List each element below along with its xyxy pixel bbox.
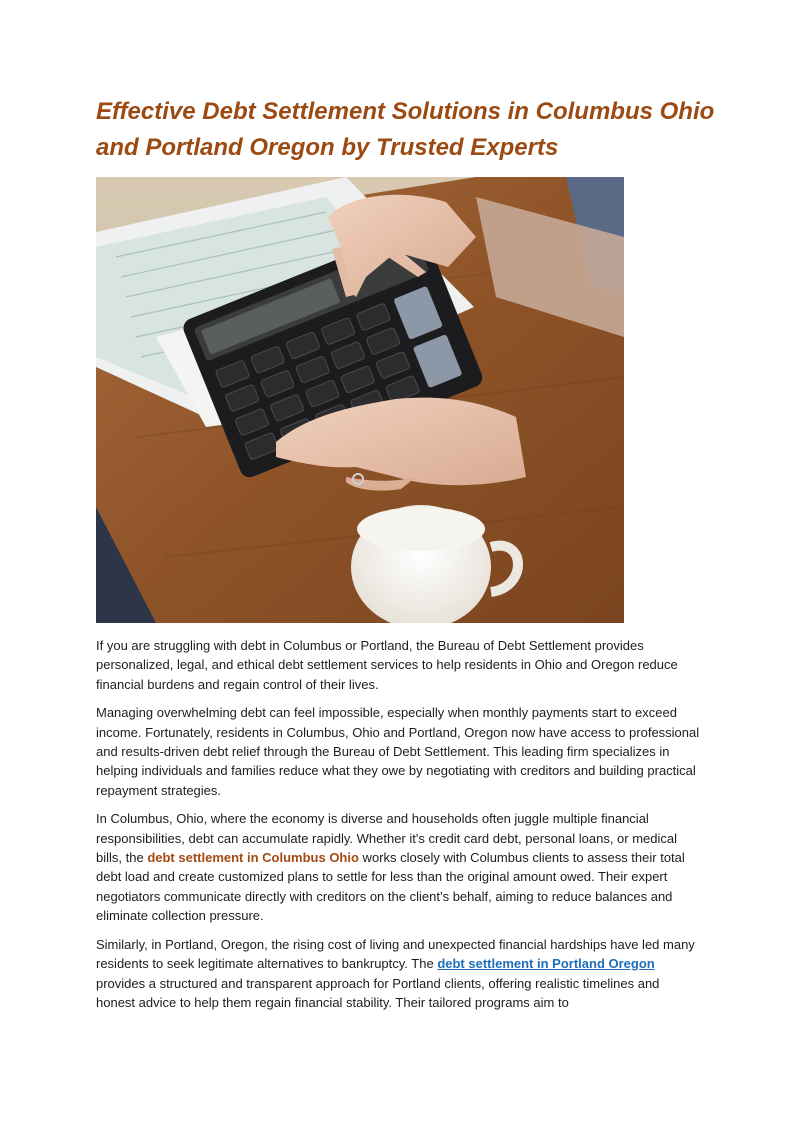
article-title: Effective Debt Settlement Solutions in Columbus Ohio and Portland Oregon by Trusted Experts	[96, 98, 715, 161]
paragraph-overview: Managing overwhelming debt can feel impossible, especially when monthly payments start to exceed income. Fortunately, residents in Columbus, Ohio and Portland, Oregon now have access to professional and results-driven debt relief through the Bureau of Debt Settlement. This leading firm specializes in helping individuals and families reduce what they owe by negotiating with creditors and building practical repayment strategies.	[96, 705, 700, 798]
paragraph-intro: If you are struggling with debt in Columbus or Portland, the Bureau of Debt Settlement provides personalized, legal, and ethical debt settlement services to help residents in Ohio and Oregon reduce financial burdens and regain control of their lives.	[96, 638, 678, 692]
link-debt-settlement-portland[interactable]: debt settlement in Portland Oregon	[437, 956, 655, 972]
paragraph-portland-text-after: provides a structured and transparent approach for Portland clients, offering realistic timelines and honest advice to help them regain financial stability. Their tailored programs aim to	[96, 975, 660, 1010]
link-debt-settlement-columbus[interactable]: debt settlement in Columbus Ohio	[147, 850, 359, 866]
paragraph-columbus-text-after: works closely with Columbus clients to assess their total debt load and create customized plans to settle for less than the original amount owed. Their expert negotiators communicate directly with creditors on the client’s behalf, aiming to reduce balances and eliminate collection pressure.	[96, 850, 685, 924]
calculator-photo	[96, 177, 624, 623]
paragraph-portland	[96, 935, 700, 1013]
paragraph-columbus-text-before: In Columbus, Ohio, where the economy is diverse and households often juggle multiple financial responsibilities, debt can accumulate rapidly. Whether it's credit card debt, personal loans, or medical bills, the	[96, 811, 678, 866]
article-body	[96, 636, 700, 1021]
paragraph-portland-text-before: Similarly, in Portland, Oregon, the rising cost of living and unexpected financial hardships have led many residents to seek legitimate alternatives to bankruptcy. The	[96, 936, 695, 972]
paragraph-columbus	[96, 809, 700, 925]
